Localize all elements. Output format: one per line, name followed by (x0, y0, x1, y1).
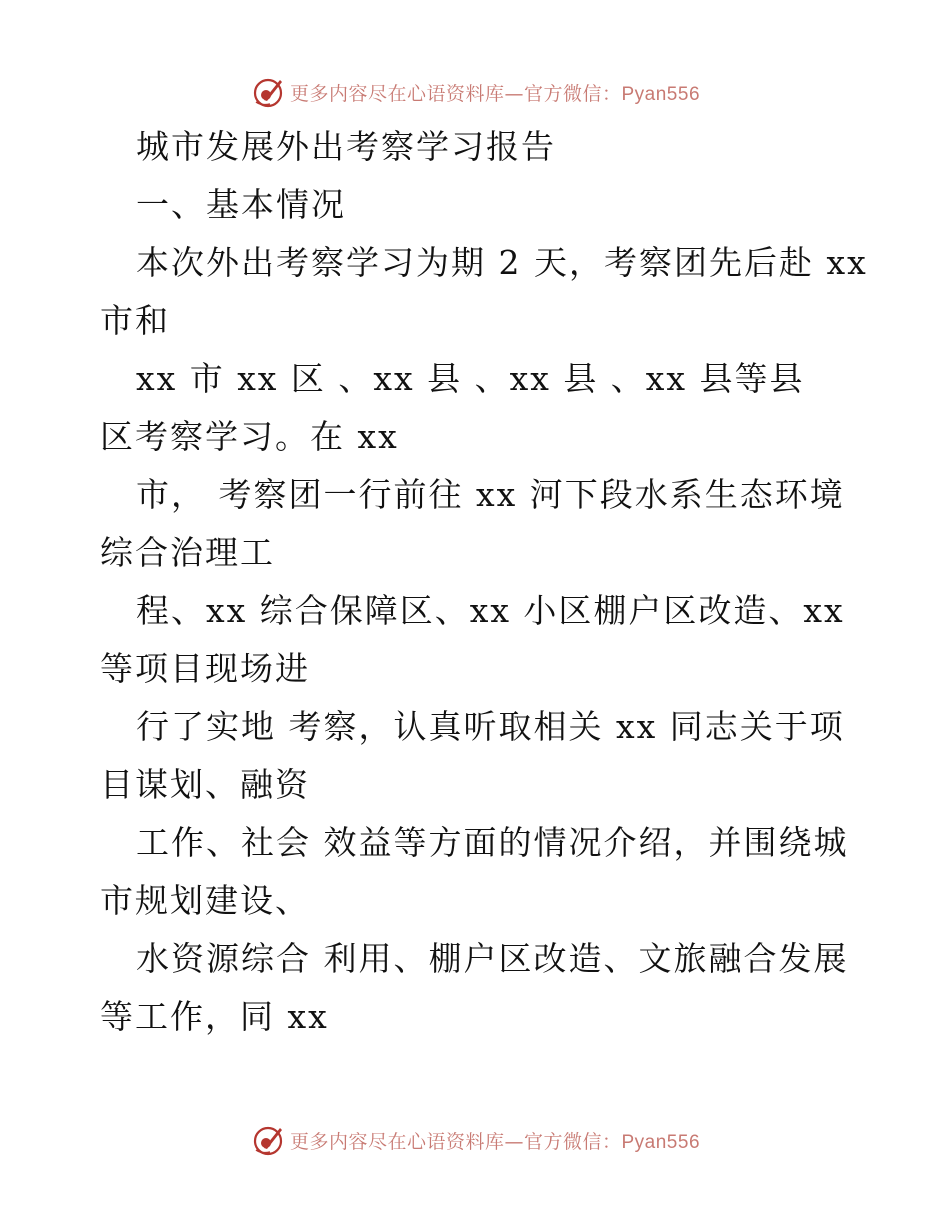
paragraph-line: 行了实地 考察，认真听取相关 xx 同志关于项 (136, 707, 845, 746)
quill-circle-logo-icon (250, 74, 286, 110)
paragraph-line: 市规划建设、 (100, 881, 310, 920)
paragraph-line: 综合治理工 (100, 533, 275, 572)
paragraph-line: 等项目现场进 (100, 649, 310, 688)
watermark-text: 更多内容尽在心语资料库—官方微信：Pyan556 (289, 82, 701, 105)
document-title: 城市发展外出考察学习报告 (136, 127, 556, 166)
paragraph-line: 区考察学习。在 xx (100, 417, 399, 456)
paragraph-line: 本次外出考察学习为期 2 天，考察团先后赴 xx (136, 243, 868, 282)
watermark-header (0, 72, 950, 112)
paragraph-line: 水资源综合 利用、棚户区改造、文旅融合发展 (136, 939, 849, 978)
paragraph-line: 市， 考察团一行前往 xx 河下段水系生态环境 (136, 475, 845, 514)
paragraph-line: 目谋划、融资 (100, 765, 310, 804)
paragraph-line: 工作、社会 效益等方面的情况介绍，并围绕城 (136, 823, 849, 862)
paragraph-line: xx 市 xx 区 、xx 县 、xx 县 、xx 县等县 (136, 359, 805, 398)
paragraph-line: 市和 (100, 301, 170, 340)
watermark-footer (0, 1120, 950, 1160)
paragraph-line: 等工作，同 xx (100, 997, 329, 1036)
watermark-text: 更多内容尽在心语资料库—官方微信：Pyan556 (289, 1130, 701, 1153)
quill-circle-logo-icon (250, 1122, 286, 1158)
document-body (100, 118, 868, 1046)
paragraph-line: 程、xx 综合保障区、xx 小区棚户区改造、xx (136, 591, 845, 630)
section-heading: 一、基本情况 (136, 185, 346, 224)
